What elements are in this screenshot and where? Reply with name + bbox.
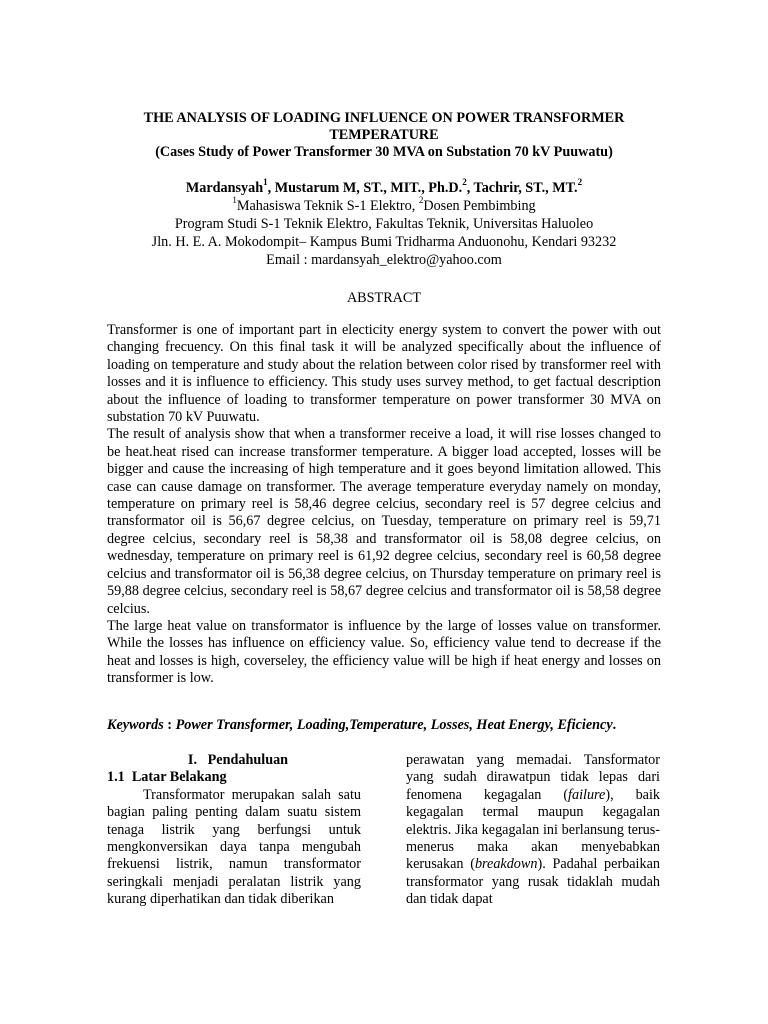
keywords-line (107, 716, 687, 734)
paper-title (107, 110, 661, 161)
body-column-left (107, 752, 361, 909)
author-name: , Mustarum M, ST., MIT., Ph.D. (267, 180, 463, 196)
body-text: ), baik kegagalan termal maupun kegagalan elektris. Jika kegagalan ini berlansung terus-menerus maka akan menyebabkan kerusakan ( (406, 786, 660, 873)
affil-student: Mahasiswa Teknik S-1 Elektro, (236, 198, 419, 214)
term-breakdown: breakdown (474, 856, 538, 873)
section-heading: I. Pendahuluan (187, 752, 289, 768)
body-paragraph: Transformator merupakan salah satu bagian paling penting dalam suatu sistem tenaga listrik yang berfungsi untuk mengkonversikan daya tanpa mengubah frekuensi listrik, namun transformator seringkali menjadi peralatan listrik yang kurang diperhatikan dan tidak diberikan (107, 786, 361, 908)
keywords-colon: : (163, 717, 176, 733)
title-line-1: THE ANALYSIS OF LOADING INFLUENCE ON POWER TRANSFORMER (143, 110, 625, 126)
body-text: perawatan yang memadai. Tansformator yang sudah dirawatpun tidak lepas dari fenomena kegagalan ( (406, 752, 660, 803)
abstract-paragraph: The large heat value on transformator is influence by the large of losses value on transformer. While the losses has influence on efficiency value. So, efficiency value tend to decrease if the heat and losses is high, coverseley, the efficiency value will be high if heat energy and losses on transformer is low. (107, 617, 661, 687)
subsection-heading: 1.1 Latar Belakang (107, 769, 227, 786)
keywords-text: Power Transformer, Loading,Temperature, Losses, Heat Energy, Eficiency (175, 717, 613, 733)
author-affil-mark: 2 (462, 177, 467, 188)
body-paragraph-continued (406, 752, 660, 909)
title-subtitle: (Cases Study of Power Transformer 30 MVA on Substation 70 kV Puuwatu) (155, 144, 613, 160)
keywords-label: Keywords (107, 717, 164, 733)
affiliation-address: Jln. H. E. A. Mokodompit– Kampus Bumi Tridharma Anduonohu, Kendari 93232 (151, 234, 617, 250)
abstract-heading: ABSTRACT (346, 290, 422, 306)
affil-mark: 2 (418, 195, 424, 206)
body-text: ). Padahal perbaikan transformator yang rusak tidaklah mudah dan tidak dapat (406, 856, 660, 908)
author-affil-mark: 2 (577, 177, 583, 188)
affil-supervisor: Dosen Pembimbing (423, 198, 536, 214)
author-list (107, 179, 661, 197)
body-column-right (406, 752, 660, 909)
affiliation-block (107, 197, 661, 269)
affil-mark: 1 (232, 195, 237, 206)
abstract-paragraph: The result of analysis show that when a transformer receive a load, it will rise losses changed to be heat.heat rised can increase transformer temperature. A bigger load accepted, losses will be bigger and cause the increasing of high temperature and it goes beyond limitation allowed. This case can cause damage on transformer. The average temperature everyday namely on monday, temperature on primary reel is 58,46 degree celcius, secondary reel is 57 degree celcius and transformator oil is 56,67 degree celcius, on Tuesday, temperature on primary reel is 59,71 degree celcius, secondary reel is 58,38 and transformator oil is 58,08 degree celcius, on wednesday, temperature on primary reel is 61,92 degree celcius, secondary reel is 60,58 degree celcius and transformator oil is 56,38 degree celcius, on Thursday temperature on primary reel is 59,88 degree celcius, secondary reel is 58,67 degree celcius and transformator oil is 58,58 degree celcius. (107, 426, 661, 617)
affiliation-line-2: Program Studi S-1 Teknik Elektro, Fakultas Teknik, Universitas Haluoleo (174, 216, 594, 232)
abstract-body (107, 322, 661, 688)
affiliation-line-1 (107, 197, 661, 215)
keywords-period: . (612, 717, 617, 733)
author-name: Mardansyah (185, 180, 264, 196)
affiliation-email: Email : mardansyah_elektro@yahoo.com (266, 252, 502, 268)
author-affil-mark: 1 (263, 177, 268, 188)
abstract-paragraph: Transformer is one of important part in electicity energy system to convert the power with out changing frecuency. On this final task it will be analyzed specifically about the influence of loading on temperature and study about the relation between color rised by transformer reel with losses and it is influence to efficiency. This study uses survey method, to get factual description about the influence of loading to transformer temperature on power transformer 30 MVA on substation 70 kV Puuwatu. (107, 322, 661, 426)
term-failure: failure (568, 786, 606, 803)
author-name: , Tachrir, ST., MT. (466, 180, 578, 196)
title-line-2: TEMPERATURE (329, 127, 439, 143)
